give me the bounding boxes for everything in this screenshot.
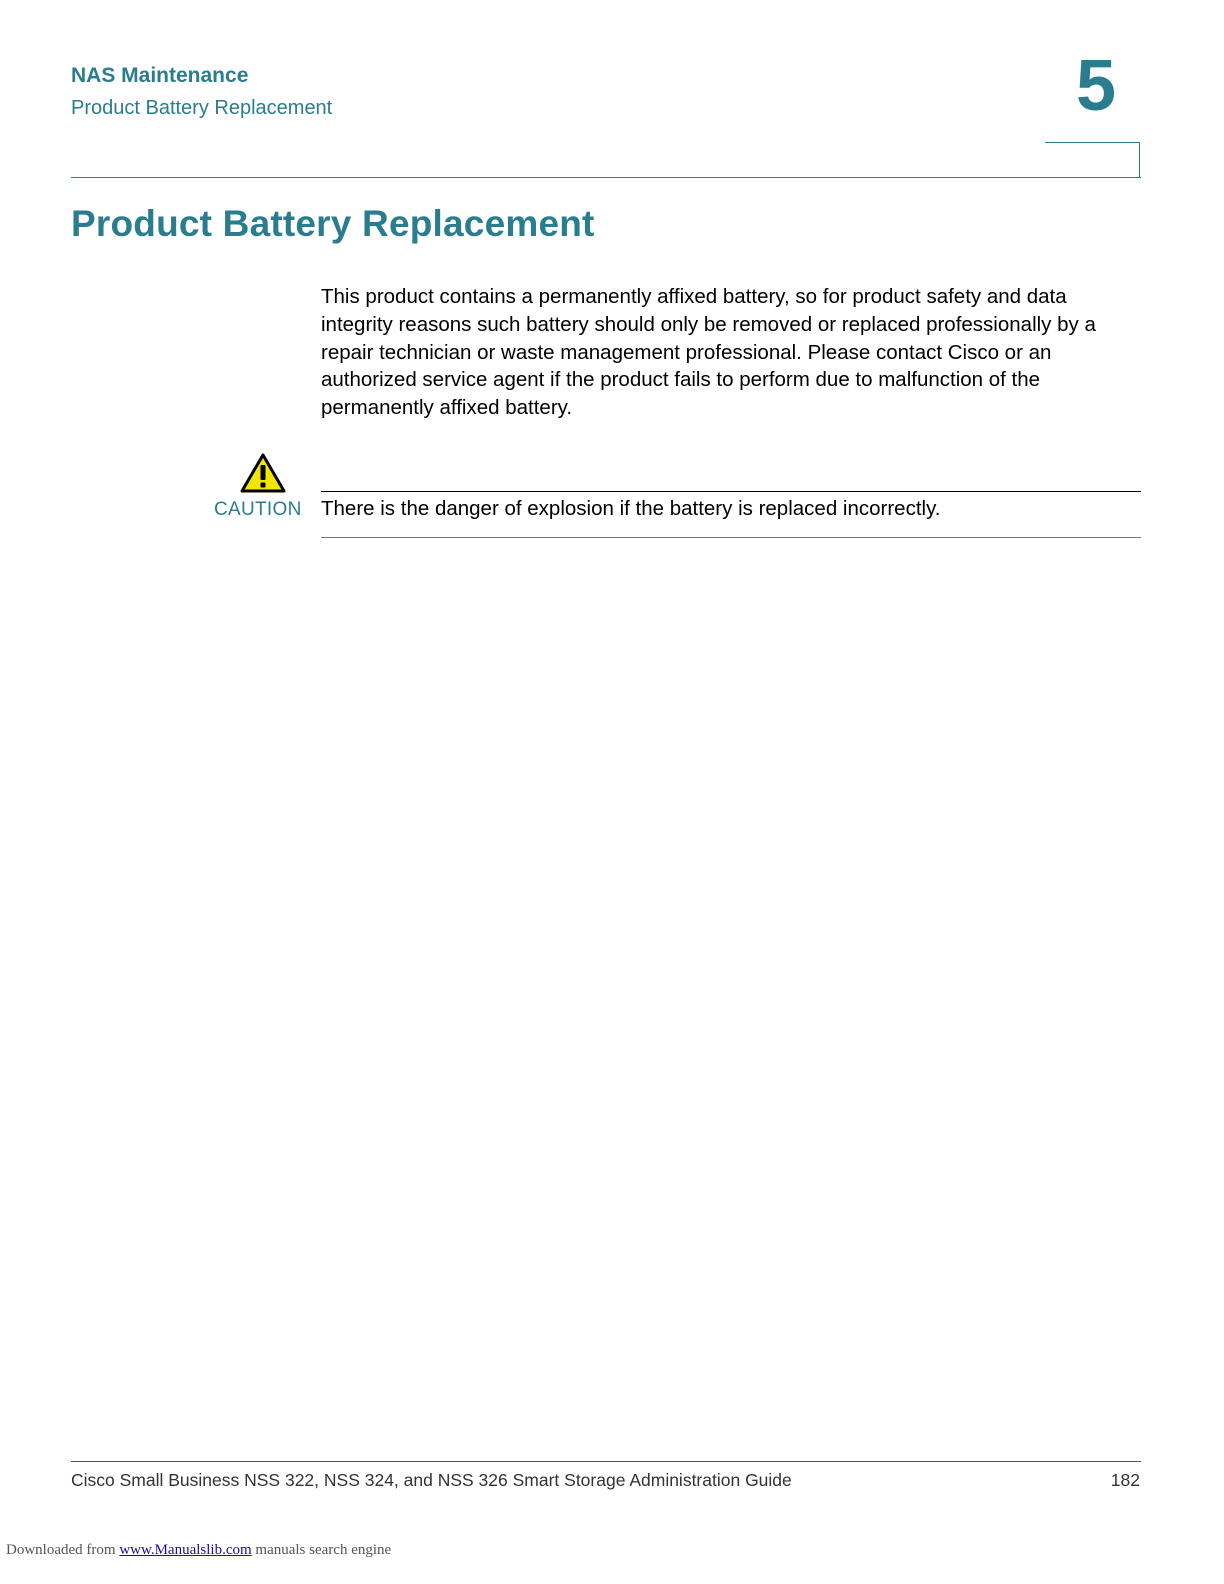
chapter-number: 5 [1075,46,1117,126]
caution-text: There is the danger of explosion if the battery is replaced incorrectly. [321,497,941,520]
caution-bottom-rule [321,537,1141,538]
footer-divider [71,1461,1141,1462]
caution-label: CAUTION [214,499,302,520]
download-suffix: manuals search engine [255,1542,392,1558]
chapter-title: NAS Maintenance [71,64,249,87]
download-banner [6,1542,391,1559]
chapter-subtitle: Product Battery Replacement [71,97,333,119]
caution-top-rule [321,491,1141,492]
footer-page-number: 182 [1110,1470,1140,1490]
footer-guide-title: Cisco Small Business NSS 322, NSS 324, and NSS 326 Smart Storage Administration Guide [71,1470,792,1490]
chapter-number-box [1045,142,1140,178]
body-paragraph: This product contains a permanently affixed battery, so for product safety and data integrity reasons such battery should only be removed or replaced professionally by a repair technician or waste management professional. Please contact Cisco or an authorized service agent if the product fails to perform due to malfunction of the permanently affixed battery. [321,285,1096,420]
manualslib-link[interactable]: www.Manualslib.com [119,1542,252,1558]
section-heading: Product Battery Replacement [71,203,595,244]
warning-triangle-icon [240,453,286,493]
header-divider [71,177,1141,178]
download-prefix: Downloaded from [6,1542,116,1558]
